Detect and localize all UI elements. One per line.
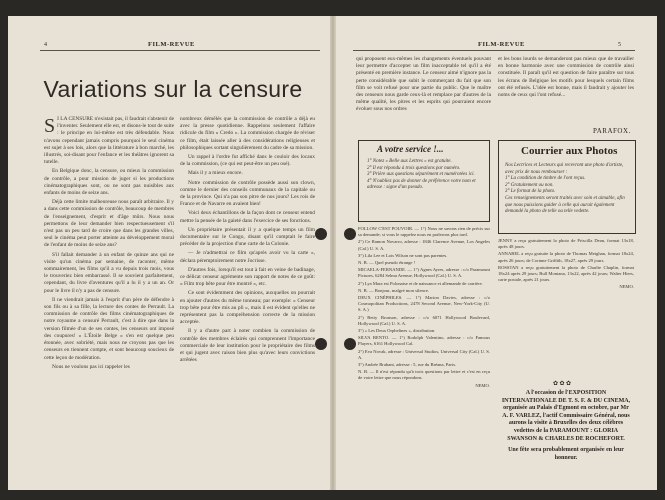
article-paragraph: et les bons lourds se demanderont pas mieux que de travailler en bonne harmonie avec une commission de contrôle ainsi constituée. Il paraît qu'il est question de faire paraître sur tous les écrans de Belgique les motifs pour lesquels certain films ont été refusés. L'idée est bonne, mais il faudrait y ajouter les noms de ceux qui l'ont refusé... [498, 56, 634, 99]
binding-hole-left-bottom [315, 338, 327, 350]
reader-answer: 2°) Betty Bronson, adresse : c/o 6071 Hollywood Boulevard, Hollywood (Cal.) U. S. A. [358, 314, 490, 326]
article-paragraph: D'autres fois, lorsqu'il est tout à fait en veine de badinage, ce délicat censeur agrémente son rapport de notes de ce goût: « Film trop bête pour être montré », etc. [180, 266, 315, 288]
article-paragraph: qui proposent eux-mêmes les changements éventuels pouvant leur permettre d'accepter un film inacceptable tel qu'il a été présenté en première instance. Le censeur aimé n'ignore pas la perte considérable que subit le commerçant du fait que son film se voit refusé pour une partie du public. Que le maître des censeurs nous garde ceux-là et remplace par d'autres de la même qualité, les pitres et les esprits qui pourraient encore évoluer sous nos ordres [356, 56, 491, 113]
service-box [358, 140, 490, 222]
exposition-notice-text: A l'occasion de l'EXPOSITION INTERNATIONALE DE T. S. F. & DU CINEMA, organisée au Palais d'Egmont en octobre, par Mr A. F. VARLEZ, l'actif Commissaire Général, nous aurons la visite à Bruxelles des deux célèbres vedettes de la PARAMOUNT : GLORIA SWANSON & CHARLES DE ROCHEFORT. [501, 390, 631, 442]
article-paragraph: S'il fallait demander à un enfant de quinze ans qui ne visite qu'un cinéma par semaine, de raconter, même sommairement, les films qu'il a vu depuis trois mois, vous le trouveriez bien embarrassé. Il se souvient parfaitement, cependant, du livre d'aventures qu'il a lu il y a un an. Or pour le livre il n'y a pas de censure. [44, 251, 174, 294]
courrier-rule: Nos Lectrices et Lecteurs qui recevront une photo d'artiste, avec prix de nous rembourser : [505, 163, 624, 175]
article-paragraph: Nous ne voulons pas ici rappeler les [52, 363, 130, 370]
article-paragraph: Notre commission de contrôle possède aussi son clown, comme le dernier des conseils communaux de la capitale ou de la province. Qui n'a pas son pitre de nos jours? Les rois de France et de Navarre en avaient bien! [180, 179, 315, 208]
reader-answer: 2°) Lya Mara est Polonaise et de naissance et allemande de carrière. [358, 280, 483, 286]
service-rule: 2° Il est répondu à trois questions par numéro. [367, 165, 461, 171]
reader-answer: MICAELA-FERNANDE. — 1°) Agnes Ayres, adresse : c/o Paramount Pictures, 6284 Selma Avenue, Hollywood (Cal.) U. S. A. [358, 267, 490, 279]
reader-answer: NEMO. [475, 382, 490, 388]
exposition-notice [500, 390, 632, 462]
running-head-left: FILM-REVUE [148, 41, 195, 48]
author-signature: PARAFOX. [593, 127, 631, 135]
drop-cap: S [44, 116, 56, 137]
article-paragraph: — Je n'admettrai ce film qu'après avoir vu la carte », déclara péremptoirement notre Jocrisse. [180, 250, 315, 264]
running-head-right: FILM-REVUE [478, 41, 525, 48]
article-paragraph: Il ne viendrait jamais à l'esprit d'un père de défendre à son fils ou à sa fille, la lecture des contes de Perrault. La commission de contrôle des films cinématographiques de notre royaume a censuré Perrault, c'est à dire que dans la version filmée d'un de ses contes, les censeurs ont imposé des coupures! « L'Étoile Belge » s'en est quelque peu étonnée, avec sobriété, mais nous ne croyons pas que les censeurs en tiennent compte, et sont beaucoup soucieux de cette leçon de modération. [44, 296, 174, 361]
article-continuation-1 [356, 56, 491, 136]
reader-answer: DEUX CINÉPHILES. — 1°) Marion Davies, adresse : c/o Cosmopolitan Productions, 2478 Second Avenue, New-York-City (U. S. A.) [358, 295, 490, 313]
photo-reply: ROSSTAN a reçu gratuitement la photo de Charlie Chaplin, format 18x24 après 29 jours; Bull Montana, 13x22, après 42 jours; Walter Hiers, carte postale, après 21 jours. [498, 264, 634, 283]
header-rule-right [353, 50, 635, 51]
article-column-2 [180, 116, 315, 481]
reader-answer: N. B. — Il n'est répondu qu'à trois questions par lettre et c'est en reçu de votre lettre que nous répondons. [358, 369, 490, 381]
article-paragraph: Voici deux échantillons de la façon dont ce censeur entend mettre la pensée de la gaieté dans l'exercice de ses fonctions. [180, 210, 315, 224]
reader-answer: 2°) Eva Novak, adresse : Universal Studios, Universal City (Cal.) U. S. A. [358, 348, 490, 360]
article-paragraph: En Belgique donc, la censure, ou mieux la commission de contrôle, a pour mission de juger si les productions cinématographiques sont, ou ne sont pas nuisibles aux enfants de moins de seize ans. [44, 168, 174, 197]
exposition-notice-tail: Une fête sera probablement organisée en leur honneur. [508, 447, 624, 461]
article-title: Variations sur la censure [43, 76, 303, 102]
binding-hole-right-bottom [344, 338, 356, 350]
reader-answer: N. B. — Quel pseudo étrange ! [358, 260, 416, 266]
article-paragraph: Un rappel à l'ordre fut affiché dans le couloir des locaux de la commission, (ce qui est peut-être un peu osé). [180, 154, 315, 168]
courrier-rule: Ces renseignements seront traités avec soin et aimable, afin que nous puissions guider à celle qui aurait également demandé la photo de telle ou telle vedette. [505, 195, 625, 215]
center-fold [330, 16, 336, 490]
reader-answer: SILVA BENTO. — 1°) Rodolph Valentino, adresse : c/o Famous Players, 6161 Hollywood Cal. [358, 335, 490, 347]
reader-answer: 2°) Ce Ramon Novarro, adresse : 1846 Clarence Avenue, Los Angeles (Cal.) U. S. A. [358, 239, 490, 251]
photo-reply: JENNY a reçu gratuitement la photo de Priscilla Dean, format 13x18, après 48 jours. [498, 238, 634, 250]
service-rule: 4° N'oubliez pas de donner de préférence votre nom et adresse : signe d'un pseudo. [367, 178, 476, 191]
article-paragraph: Un propriétaire présentait il y a quelque temps un film documentaire sur le Congo, disant qu'il comptait le faire précéder de la projection d'une carte de la Colonie. [180, 226, 315, 248]
magazine-spread [8, 16, 657, 490]
header-rule-left [40, 50, 320, 51]
article-paragraph: nombreux démêlés que la commission de contrôle a déjà eu avec la presse quotidienne. Rappelons seulement l'affaire ridicule du film « Credo ». La commission chargée de réviser ce film, était laissée aller à des considérations religieuses et philosophiques sortant singulièrement du cadre de sa mission. [180, 116, 315, 151]
service-box-rules [367, 159, 483, 192]
reader-answer: N. B. — Bonjour, malgré mon silence. [358, 287, 430, 293]
photo-reply: ANNABEL a reçu gratuite la photo de Thomas Meighan, format 18x24, après 26 jours; de Corinne Griffith, 18x27, après 29 jours. [498, 251, 634, 263]
service-box-title: A votre service !... [377, 144, 444, 154]
page-number-right: 5 [618, 42, 621, 48]
courrier-rule: 1° La condition de timbre de l'ont reçus. [505, 176, 586, 182]
reader-answer: FOLLOW C'EST POUVOIR. — 1°) Nous ne savons rien de précis sur sa demande; si vous le rappelez nous en parlerons plus tard. [358, 226, 490, 238]
article-paragraph: Ce sont évidemment des opinions, auxquelles on pourrait en ajouter d'autres du même tonneau; par exemple: « Censeur trop bête pour être mis au pli », mais il est évident qu'elles ne représentent pas la compréhension correcte de la mission acceptée. [180, 290, 315, 326]
page-number-left: 4 [44, 42, 47, 48]
photo-replies-column [498, 238, 634, 378]
reader-answer: 3°) « Les Deux Orphelines », distribution. [358, 328, 436, 334]
courrier-photos-rules [505, 163, 629, 216]
ornament-divider: ✿ ✿ ✿ [553, 381, 572, 387]
courrier-photos-title: Courrier aux Photos [521, 145, 618, 157]
article-paragraph: Déjà cette limite malheureuse nous paraît arbitraire. Il y a dans cette commission de contrôle, beaucoup de membres de l'enseignement, d'esprit et d'âge mûrs. Nous nous permettons de leur demander bien respectueusement s'il n'est pas un peu tard de croire que dans les grandes villes, seul le cinéma peut porter atteinte au développement moral de l'enfant de moins de seize ans? [44, 199, 174, 249]
courrier-rule: 2° Gratuitement ou non. [505, 182, 554, 188]
courrier-rule: 3° Le format de la photo. [505, 189, 556, 195]
binding-hole-left-top [315, 228, 327, 240]
courrier-photos-box [498, 140, 636, 234]
article-column-1 [44, 116, 174, 481]
photo-reply: NEMO. [619, 284, 634, 290]
service-rule: 1° Notez « Belle aux Lettres » est gratuite. [367, 159, 452, 164]
binding-hole-right-top [344, 228, 356, 240]
reader-answer: 3°) Lila Lee et Lois Wilson ne sont pas parentes. [358, 252, 448, 258]
article-paragraph: Mais il y a mieux encore. [188, 170, 243, 177]
reader-answers-column [358, 226, 490, 481]
article-paragraph: Il y a d'autre part à noter combien la commission de contrôle des membres éclairés qui comprennent l'importance commerciale de leur institution pour le propriétaire des films et qui jugent avec raison bien plus qu'avec leurs convictions arrêtées [180, 328, 315, 364]
reader-answer: 3°) Andrée Brabant, adresse : 5, rue du Bréana, Paris. [358, 362, 457, 368]
article-paragraph: S I LA CENSURE n'existait pas, il faudrait s'abstenir de l'inventer. Seulement elle est, et disons-le tout de suite : le principe en lui-même est très défendable. Nous n'avons cependant jamais compris pourquoi le seul cinéma est sujet à ses lois, alors que la littérature à bon marché, les illustrés, soi-disant pour l'enfance et les théâtres ignorent sa tutelle. [44, 116, 174, 166]
service-rule: 3° Prière aux questions séparément et numérotées ici. [367, 172, 475, 178]
article-continuation-2 [498, 56, 634, 124]
